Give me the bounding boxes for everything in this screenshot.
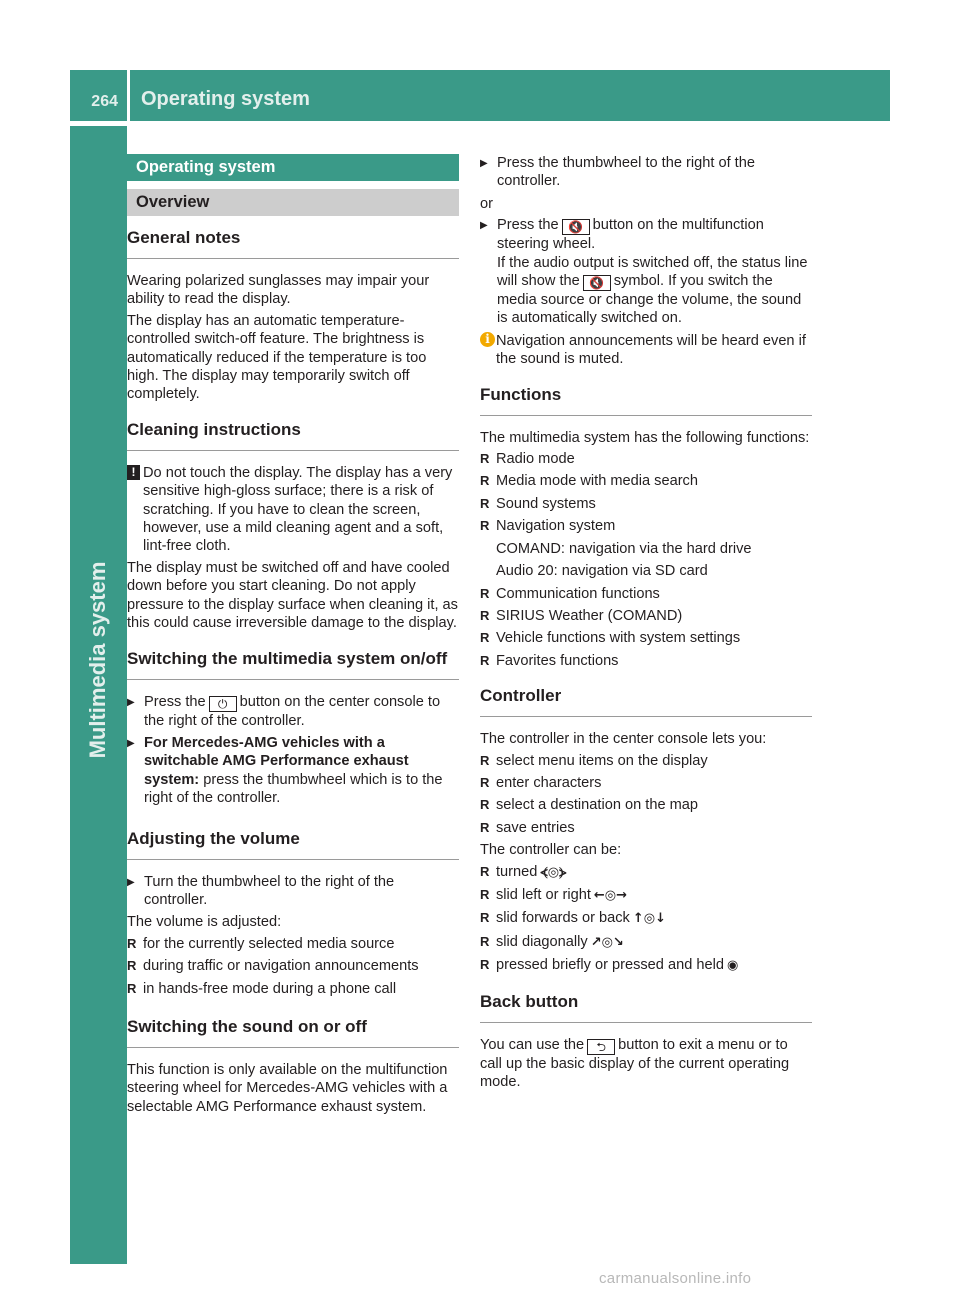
warning-note (127, 464, 459, 556)
list-item (480, 863, 812, 882)
controller-slide-lr-icon: ←◎→ (593, 887, 628, 903)
move-text: pressed briefly or pressed and held (496, 957, 724, 974)
or-text: or (480, 195, 493, 212)
paragraph: The display has an automatic temperature-controlled switch-off feature. The brightness is automatically reduced if the temperature is too high. The display may temporarily switch off completely. (127, 312, 427, 403)
list-item: R Radio mode (480, 450, 812, 468)
list-item: R in hands-free mode during a phone call (127, 980, 459, 998)
move-text: slid left or right (496, 886, 591, 903)
step-text: button on the multifunction steering wheel. (497, 217, 764, 253)
paragraph: The display must be switched off and have cooled down before you start cleaning. Do not apply pressure to the display surface when cleaning it, as this could cause irreversible damage to the display. (127, 559, 458, 632)
list-item (480, 956, 812, 975)
paragraph (480, 1036, 812, 1092)
info-note (480, 332, 812, 369)
heading-general-notes: General notes (127, 227, 459, 259)
warning-text: Do not touch the display. The display has a very sensitive high-gloss surface; there is a risk of scratching. If you have to clean the screen, however, use a mild cleaning agent and a soft, lint-free cloth. (143, 464, 453, 555)
paragraph: The controller in the center console lets you: (480, 731, 767, 748)
section-title: Operating system (127, 154, 459, 181)
list-item: R during traffic or navigation announcements (127, 957, 459, 975)
sidebar-tab (70, 1212, 127, 1264)
move-text: turned (496, 863, 538, 880)
move-text: slid diagonally (496, 933, 588, 950)
step (127, 734, 459, 808)
back-key-icon: ⮌ (587, 1039, 615, 1055)
step (480, 216, 812, 328)
page-number-box (70, 70, 127, 121)
list-item: R SIRIUS Weather (COMAND) (480, 607, 812, 625)
controller-slide-diag-icon: ↗◎↘ (590, 934, 624, 950)
step: ▶ Turn the thumbwheel to the right of the controller. (127, 873, 459, 910)
list-item: R Media mode with media search (480, 472, 812, 490)
step-text: button on the center console to the right of the controller. (144, 693, 441, 729)
heading-sound: Switching the sound on or off (127, 1016, 459, 1048)
paragraph: Wearing polarized sunglasses may impair your ability to read the display. (127, 273, 430, 308)
watermark: carmanualsonline.info (599, 1270, 752, 1287)
list-item: R Communication functions (480, 585, 812, 603)
list-item: R Vehicle functions with system settings (480, 629, 812, 647)
power-key-icon: ⏻ (209, 696, 237, 712)
paragraph: The volume is adjusted: (127, 914, 282, 931)
mute-key-icon: 🔇 (562, 219, 590, 235)
left-column (127, 154, 459, 1119)
page-number: 264 (91, 93, 118, 110)
sidebar-label: Multimedia system (85, 561, 110, 759)
list-item: R select a destination on the map (480, 796, 812, 814)
right-column (480, 154, 812, 1094)
list-item: R Sound systems (480, 495, 812, 513)
heading-volume: Adjusting the volume (127, 828, 459, 860)
list-item (480, 933, 812, 952)
heading-controller: Controller (480, 685, 812, 717)
warning-icon: ! (127, 465, 140, 480)
list-item: R save entries (480, 819, 812, 837)
subsection-title: Overview (127, 189, 459, 216)
chapter-header (130, 70, 890, 121)
list-item: R enter characters (480, 774, 812, 792)
list-subitem: COMAND: navigation via the hard drive (496, 540, 752, 557)
heading-back-button: Back button (480, 991, 812, 1023)
heading-switching: Switching the multimedia system on/off (127, 648, 459, 680)
list-item (480, 909, 812, 928)
paragraph: The controller can be: (480, 842, 622, 859)
heading-functions: Functions (480, 384, 812, 416)
list-item (480, 886, 812, 905)
step: ▶ Press the thumbwheel to the right of the controller. (480, 154, 812, 191)
heading-cleaning: Cleaning instructions (127, 419, 459, 451)
paragraph: This function is only available on the multifunction steering wheel for Mercedes-AMG vehicles with a selectable AMG Performance exhaust system. (127, 1061, 448, 1115)
step-text: Press the (144, 693, 206, 710)
controller-slide-fb-icon: ↑◎↓ (632, 911, 666, 927)
step-bold-text: For Mercedes-AMG vehicles with a switchable AMG Performance exhaust system: (144, 734, 409, 788)
list-subitem: Audio 20: navigation via SD card (496, 563, 708, 580)
chapter-title: Operating system (141, 88, 310, 110)
step-text: press the thumbwheel which is to the right of the controller. (144, 771, 443, 807)
list-item: R for the currently selected media source (127, 935, 459, 953)
list-item: R Navigation system (480, 517, 812, 535)
step (127, 693, 459, 730)
controller-turn-icon: ⦓◎⦔ (540, 864, 567, 880)
step-text: If the audio output is switched off, the status line will show the (497, 254, 808, 290)
paragraph-text: You can use the (480, 1036, 585, 1053)
paragraph-text: button to exit a menu or to call up the basic display of the current operating mode. (480, 1036, 790, 1090)
step-text: Press the (497, 217, 559, 234)
info-icon: i (480, 332, 495, 347)
step-text: symbol. If you switch the media source or change the volume, the sound is automatically switched on. (497, 273, 802, 327)
info-text: Navigation announcements will be heard even if the sound is muted. (496, 332, 806, 368)
move-text: slid forwards or back (496, 910, 630, 927)
list-item: R select menu items on the display (480, 752, 812, 770)
mute-symbol-icon: 🔇 (583, 275, 611, 291)
paragraph: The multimedia system has the following functions: (480, 429, 810, 446)
list-item: R Favorites functions (480, 652, 812, 670)
controller-press-icon: ◉ (726, 958, 739, 974)
